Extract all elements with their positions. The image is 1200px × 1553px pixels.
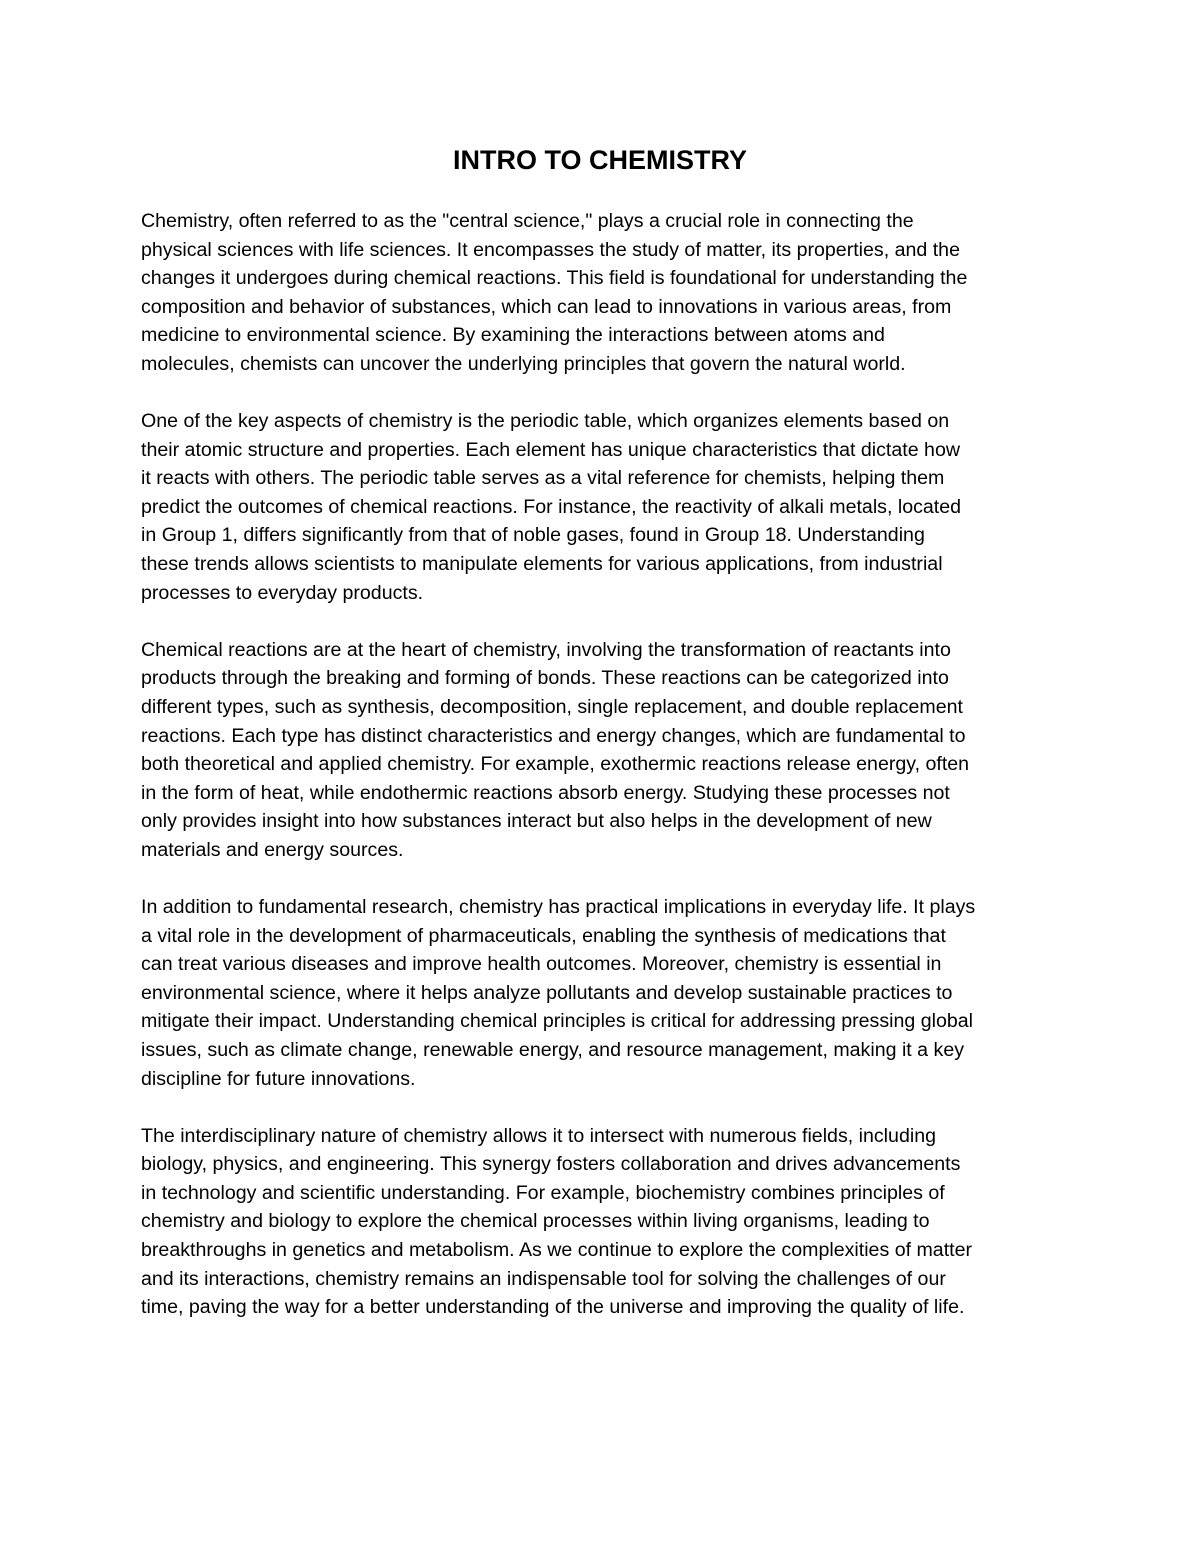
text-line: can treat various diseases and improve health outcomes. Moreover, chemistry is essential in — [141, 953, 942, 976]
text-line: changes it undergoes during chemical reactions. This field is foundational for understanding the — [141, 267, 968, 290]
text-line: molecules, chemists can uncover the underlying principles that govern the natural world. — [141, 352, 906, 375]
text-line: it reacts with others. The periodic table serves as a vital reference for chemists, helping them — [141, 467, 945, 490]
text-line: biology, physics, and engineering. This synergy fosters collaboration and drives advancements — [141, 1153, 961, 1176]
text-line: In addition to fundamental research, chemistry has practical implications in everyday life. It plays — [141, 895, 976, 918]
text-line: and its interactions, chemistry remains an indispensable tool for solving the challenges of our — [141, 1267, 946, 1290]
text-line: different types, such as synthesis, decomposition, single replacement, and double replacement — [141, 695, 963, 718]
text-line: in the form of heat, while endothermic reactions absorb energy. Studying these processes not — [141, 781, 950, 804]
text-line: composition and behavior of substances, which can lead to innovations in various areas, from — [141, 295, 952, 318]
text-line: processes to everyday products. — [141, 581, 424, 604]
text-line: issues, such as climate change, renewable energy, and resource management, making it a key — [141, 1038, 965, 1061]
text-line: products through the breaking and forming of bonds. These reactions can be categorized into — [141, 667, 949, 690]
text-line: these trends allows scientists to manipulate elements for various applications, from industrial — [141, 553, 943, 576]
document-body — [141, 207, 1071, 1350]
text-line: One of the key aspects of chemistry is the periodic table, which organizes elements based on — [141, 410, 950, 433]
text-line: time, paving the way for a better understanding of the universe and improving the quality of life. — [141, 1296, 965, 1319]
text-line: physical sciences with life sciences. It encompasses the study of matter, its properties, and the — [141, 238, 960, 261]
paragraph-1 — [141, 207, 1071, 379]
text-line: chemistry and biology to explore the chemical processes within living organisms, leading to — [141, 1210, 930, 1233]
paragraph-4 — [141, 893, 1071, 1093]
page-title: INTRO TO CHEMISTRY — [452, 145, 747, 175]
text-line: only provides insight into how substances interact but also helps in the development of new — [141, 810, 932, 833]
paragraph-5 — [141, 1122, 1071, 1322]
text-line: breakthroughs in genetics and metabolism. As we continue to explore the complexities of matter — [141, 1239, 973, 1261]
text-line: in Group 1, differs significantly from that of noble gases, found in Group 18. Understanding — [141, 524, 925, 547]
text-line: Chemistry, often referred to as the "central science," plays a crucial role in connecting the — [141, 210, 914, 232]
text-line: discipline for future innovations. — [141, 1067, 416, 1090]
text-line: Chemical reactions are at the heart of chemistry, involving the transformation of reactants into — [141, 638, 951, 661]
paragraph-2 — [141, 407, 1071, 607]
text-line: reactions. Each type has distinct characteristics and energy changes, which are fundamental to — [141, 724, 966, 747]
text-line: both theoretical and applied chemistry. For example, exothermic reactions release energy, often — [141, 753, 970, 776]
text-line: in technology and scientific understanding. For example, biochemistry combines principles of — [141, 1181, 945, 1204]
text-line: medicine to environmental science. By examining the interactions between atoms and — [141, 324, 885, 347]
text-line: environmental science, where it helps analyze pollutants and develop sustainable practices to — [141, 981, 953, 1004]
paragraph-3 — [141, 636, 1071, 865]
text-line: The interdisciplinary nature of chemistry allows it to intersect with numerous fields, including — [141, 1124, 936, 1147]
text-line: a vital role in the development of pharmaceuticals, enabling the synthesis of medications that — [141, 924, 946, 947]
text-line: materials and energy sources. — [141, 838, 404, 861]
text-line: their atomic structure and properties. Each element has unique characteristics that dictate how — [141, 438, 961, 461]
text-line: predict the outcomes of chemical reactions. For instance, the reactivity of alkali metals, located — [141, 495, 962, 518]
text-line: mitigate their impact. Understanding chemical principles is critical for addressing pressing global — [141, 1010, 974, 1033]
